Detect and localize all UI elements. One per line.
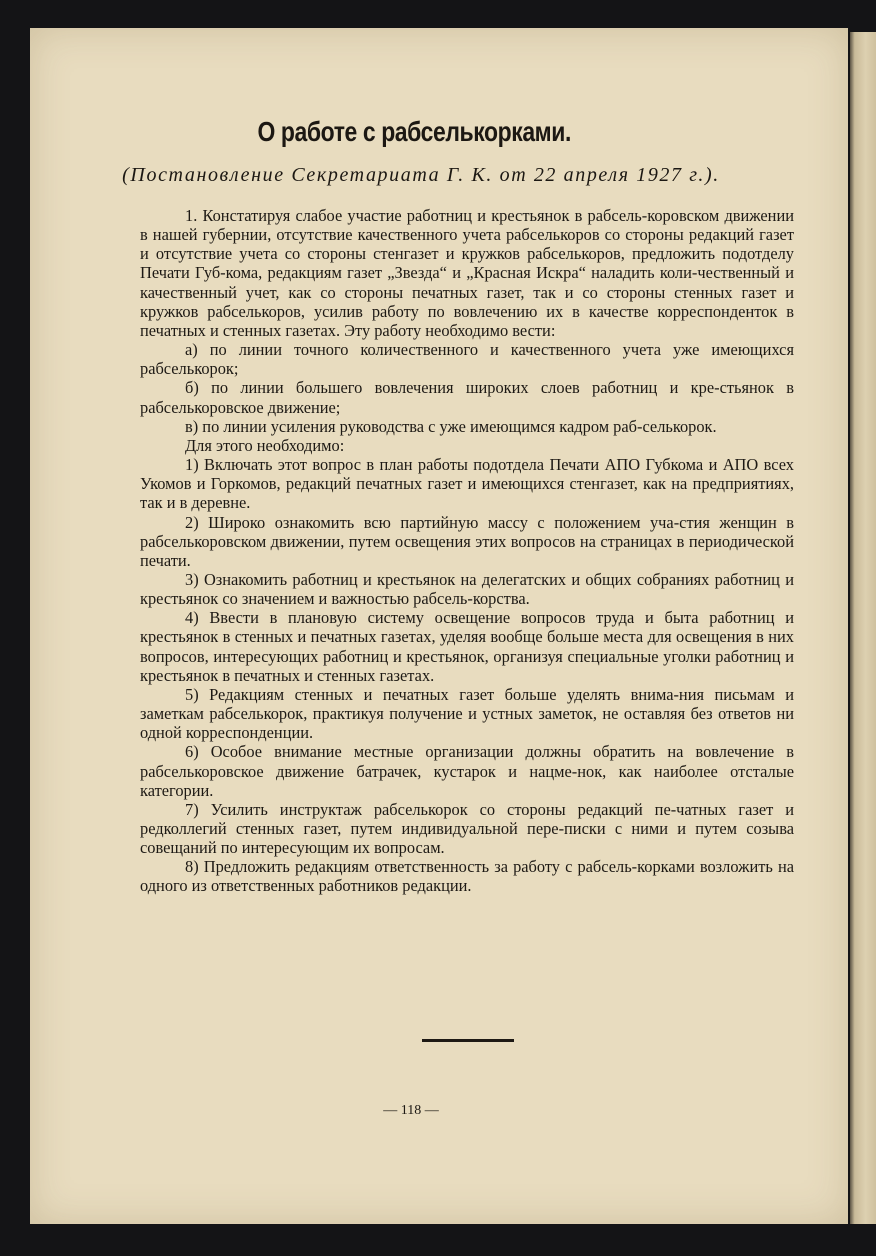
paragraph-point-8: 8) Предложить редакциям ответственность за работу с рабсель-корками возложить на одного из ответственных работников редакции. <box>140 857 794 896</box>
paragraph-item-v: в) по линии усиления руководства с уже имеющимся кадром раб-селькорок. <box>185 416 717 436</box>
page-number: — 118 — <box>383 1103 439 1118</box>
paragraph-point-6: 6) Особое внимание местные организации должны обратить на вовлечение в рабселькоровское движение батрачек, кустарок и нацме-нок, как наиболее отсталые категории. <box>140 742 794 800</box>
paragraph-point-4: 4) Ввести в плановую систему освещение вопросов труда и быта работниц и крестьянок в стенных и печатных газетах, уделяя вообще больше места для освещения в них вопросов, интересующих работниц и крестьянок, организуя специальные уголки работниц и крестьянок в печатных и стенных газетах. <box>140 608 794 685</box>
page-subtitle: (Постановление Секретариата Г. К. от 22 апреля 1927 г.). <box>122 164 720 186</box>
paragraph-point-3: 3) Ознакомить работниц и крестьянок на делегатских и общих собраниях работниц и крестьянок со значением и важностью рабсель-корства. <box>140 569 794 609</box>
page-title: О работе с рабселькорками. <box>257 116 571 147</box>
paragraph-point-1: 1) Включать этот вопрос в план работы подотдела Печати АПО Губкома и АПО всех Укомов и Горкомов, редакций печатных газет и имеющихся стенгазет, как на предприятиях, так и в деревне. <box>140 455 794 513</box>
document-body <box>140 206 794 896</box>
paragraph-1: 1. Констатируя слабое участие работниц и крестьянок в рабсель-коровском движении в нашей губернии, отсутствие качественного учета рабселькоров со стороны редакций газет и отсутствие учета со стороны стенгазет и кружков рабселькоров, предложить подотделу Печати Губ-кома, редакциям газет „Звезда“ и „Красная Искра“ наладить коли-чественный и качественный учет, как со стороны печатных газет, так и со стороны стенных газет и кружков рабселькоров, усилив работу по вовлечению их в качестве корреспонденток в печатных и стенных газетах. Эту работу необходимо вести: <box>140 206 794 340</box>
next-page-edge <box>850 32 876 1224</box>
paragraph-point-2: 2) Широко ознакомить всю партийную массу с положением уча-стия женщин в рабселькоровском движении, путем освещения этих вопросов на страницах в периодической печати. <box>140 512 794 570</box>
paragraph-item-b: б) по линии большего вовлечения широких слоев работниц и кре-стьянок в рабселькоровское движение; <box>140 378 794 417</box>
paragraph-intro: Для этого необходимо: <box>185 435 345 455</box>
paragraph-point-5: 5) Редакциям стенных и печатных газет больше уделять внима-ния письмам и заметкам рабселькорок, практикуя получение и устных заметок, не оставляя без ответов ни одной корреспонденции. <box>140 684 794 743</box>
paragraph-point-7: 7) Усилить инструктаж рабселькорок со стороны редакций пе-чатных газет и редколлегий стенных газет, путем индивидуальной пере-писки с ними и путем созыва совещаний по интересующим их вопросам. <box>140 799 794 858</box>
paragraph-item-a: а) по линии точного количественного и качественного учета уже имеющихся рабселькорок; <box>140 340 794 379</box>
section-divider <box>422 1039 514 1042</box>
